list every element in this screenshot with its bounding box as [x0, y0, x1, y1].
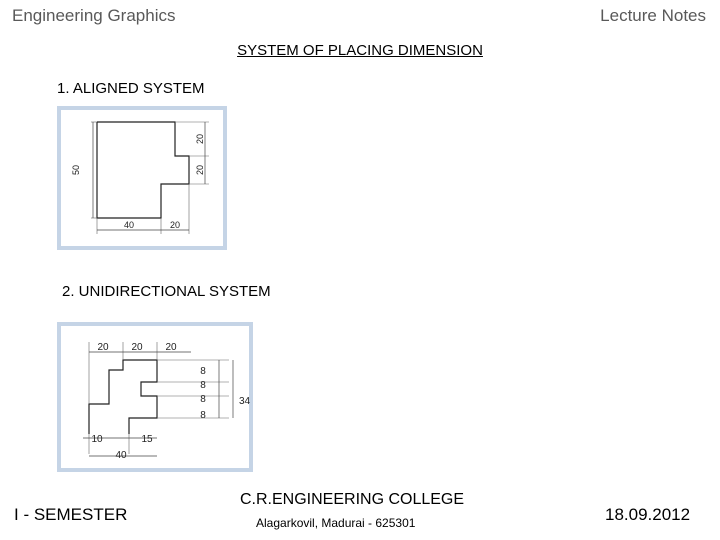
unidirectional-system-figure [57, 322, 253, 472]
dimension-label: 34 [239, 396, 251, 407]
college-address: Alagarkovil, Madurai - 625301 [256, 516, 416, 530]
dimension-label: 20 [169, 220, 181, 230]
dimension-label: 20 [195, 133, 205, 145]
college-name: C.R.ENGINEERING COLLEGE [240, 491, 465, 508]
semester-label: I - SEMESTER [14, 505, 128, 524]
dimension-label: 50 [71, 164, 81, 176]
unidirectional-system-heading: 2. UNIDIRECTIONAL SYSTEM [62, 283, 271, 300]
dimension-label: 20 [165, 342, 177, 353]
dimension-label: 10 [91, 434, 103, 445]
header-subject: Engineering Graphics [12, 6, 176, 25]
page-title: SYSTEM OF PLACING DIMENSION [237, 42, 483, 59]
dimension-label: 20 [97, 342, 109, 353]
dimension-label: 8 [200, 394, 206, 405]
dimension-label: 8 [200, 366, 206, 377]
dimension-label: 15 [141, 434, 153, 445]
aligned-system-heading: 1. ALIGNED SYSTEM [57, 80, 205, 97]
header-lecture-notes: Lecture Notes [600, 6, 706, 25]
aligned-system-figure [57, 106, 227, 250]
dimension-label: 40 [123, 220, 135, 230]
dimension-label: 8 [200, 380, 206, 391]
dimension-label: 8 [200, 410, 206, 421]
lecture-date: 18.09.2012 [605, 505, 691, 524]
dimension-label: 20 [195, 164, 205, 176]
dimension-label: 40 [115, 450, 127, 461]
dimension-label: 20 [131, 342, 143, 353]
